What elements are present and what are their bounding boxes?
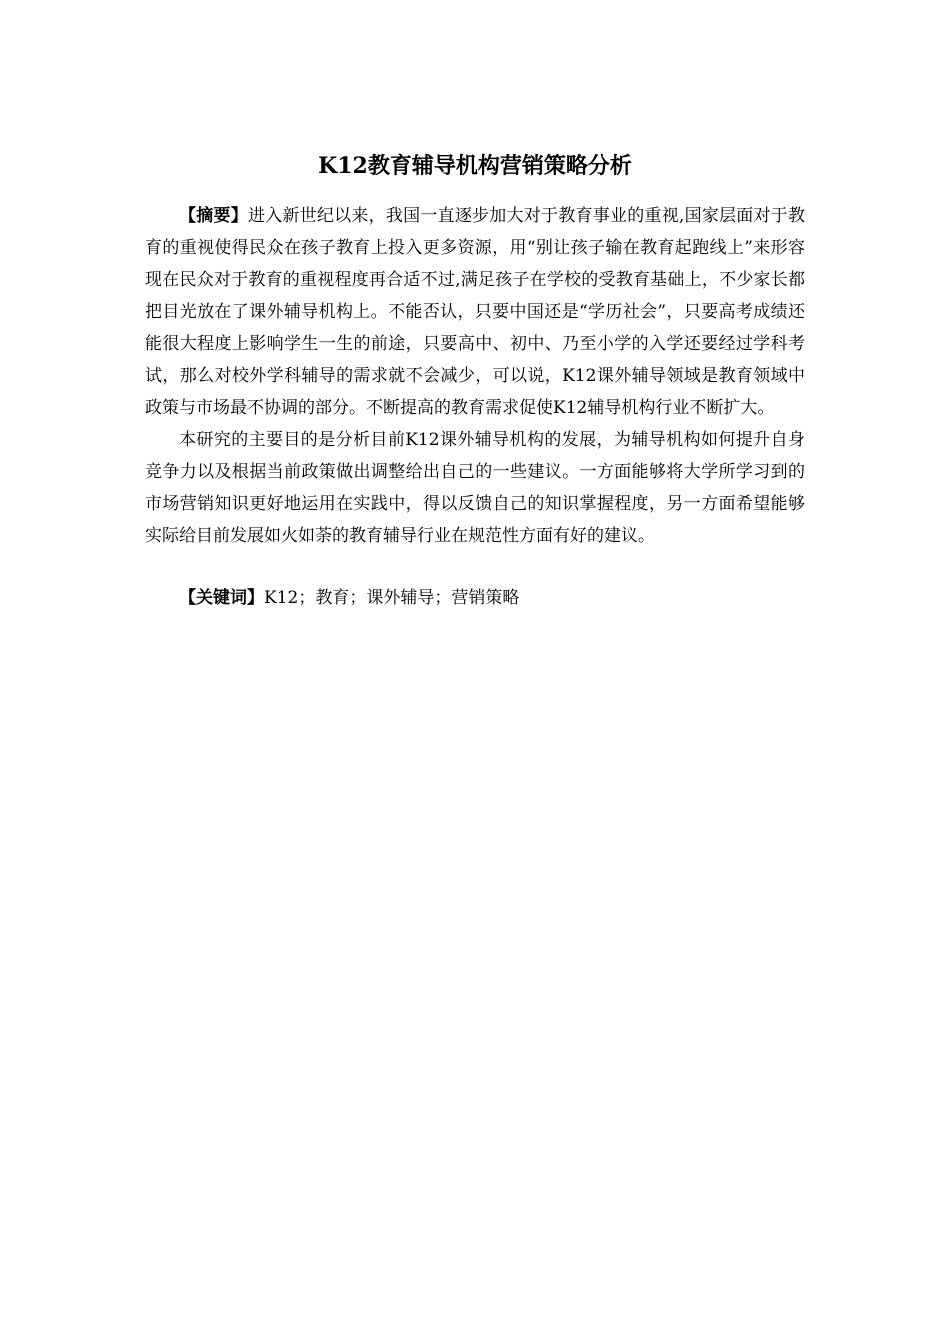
abstract-paragraph-2 bbox=[145, 424, 805, 552]
keywords-text: K12；教育；课外辅导；营销策略 bbox=[264, 588, 520, 608]
keywords-line bbox=[145, 582, 805, 614]
abstract-label: 【摘要】 bbox=[179, 206, 248, 226]
document-page bbox=[145, 140, 805, 614]
abstract-paragraph-1 bbox=[145, 200, 805, 424]
document-title: K12教育辅导机构营销策略分析 bbox=[318, 153, 632, 179]
keywords-label: 【关键词】 bbox=[179, 588, 264, 608]
abstract-text-1: 进入新世纪以来，我国一直逐步加大对于教育事业的重视,国家层面对于教育的重视使得民众在孩子教育上投入更多资源，用“别让孩子输在教育起跑线上”来形容现在民众对于教育的重视程度再合适不过,满足孩子在学校的受教育基础上，不少家长都把目光放在了课外辅导机构上。不能否认，只要中国还是“学历社会”，只要高考成绩还能很大程度上影响学生一生的前途，只要高中、初中、乃至小学的入学还要经过学科考试，那么对校外学科辅导的需求就不会减少，可以说，K12课外辅导领域是教育领域中政策与市场最不协调的部分。不断提高的教育需求促使K12辅导机构行业不断扩大。 bbox=[145, 206, 806, 418]
abstract-text-2: 本研究的主要目的是分析目前K12课外辅导机构的发展，为辅导机构如何提升自身竞争力以及根据当前政策做出调整给出自己的一些建议。一方面能够将大学所学习到的市场营销知识更好地运用在实践中，得以反馈自己的知识掌握程度，另一方面希望能够实际给目前发展如火如荼的教育辅导行业在规范性方面有好的建议。 bbox=[145, 430, 805, 546]
